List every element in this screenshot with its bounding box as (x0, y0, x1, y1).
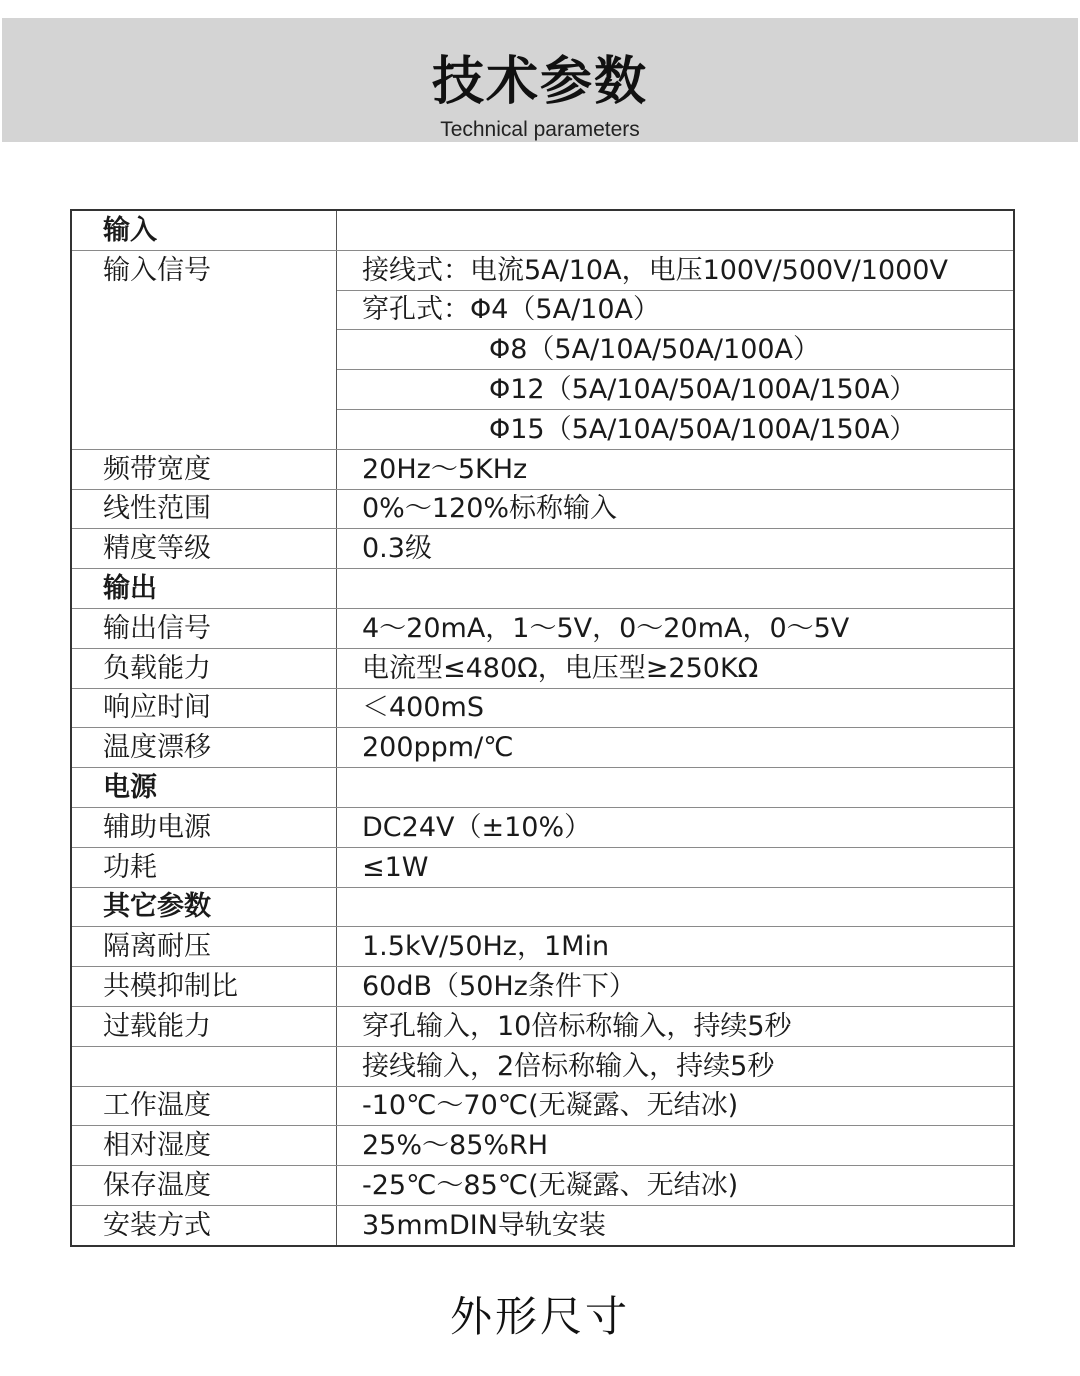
param-value: -25℃～85℃(无凝露、无结冰) (337, 1166, 1015, 1206)
param-label: 输入信号 (71, 250, 337, 290)
param-label: 输出信号 (71, 608, 337, 648)
param-label (71, 409, 337, 449)
param-value: 20Hz～5KHz (337, 449, 1015, 489)
table-section-row (71, 887, 1014, 927)
param-label: 隔离耐压 (71, 927, 337, 967)
param-label: 功耗 (71, 847, 337, 887)
table-section-row (71, 569, 1014, 609)
param-label: 频带宽度 (71, 449, 337, 489)
param-label: 辅助电源 (71, 807, 337, 847)
table-row (71, 1046, 1014, 1086)
param-label: 线性范围 (71, 489, 337, 529)
param-value: ＜400mS (337, 688, 1015, 728)
param-value: 0.3级 (337, 529, 1015, 569)
param-label: 工作温度 (71, 1086, 337, 1126)
table-row (71, 529, 1014, 569)
param-value: -10℃～70℃(无凝露、无结冰) (337, 1086, 1015, 1126)
table-row (71, 688, 1014, 728)
param-value: 35mmDIN导轨安装 (362, 1209, 606, 1241)
param-label: 负载能力 (71, 648, 337, 688)
table-row (71, 370, 1014, 410)
param-label: 安装方式 (71, 1205, 337, 1245)
param-label (71, 370, 337, 410)
param-value: 0%～120%标称输入 (337, 489, 1015, 529)
param-value (337, 887, 1015, 927)
section-label: 电源 (71, 768, 337, 808)
param-value: 60dB（50Hz条件下） (337, 967, 1015, 1007)
table-row (71, 449, 1014, 489)
table-row (71, 1126, 1014, 1166)
section-label: 输出 (71, 569, 337, 609)
param-value: 穿孔输入，10倍标称输入，持续5秒 (337, 1006, 1015, 1046)
param-value: DC24V（±10%） (337, 807, 1015, 847)
header-banner (2, 18, 1078, 142)
dimensions-heading: 外形尺寸 (449, 1292, 630, 1341)
param-label: 共模抑制比 (71, 967, 337, 1007)
table-row (71, 489, 1014, 529)
table-row (71, 1205, 1014, 1245)
param-label: 过载能力 (71, 1006, 337, 1046)
table-row (71, 1006, 1014, 1046)
param-value (337, 569, 1015, 609)
param-label: 温度漂移 (71, 728, 337, 768)
spec-table (70, 209, 1015, 1247)
param-value: ≤1W (337, 847, 1015, 887)
param-value (337, 210, 1015, 250)
param-label (71, 1046, 337, 1086)
table-row (71, 409, 1014, 449)
param-value: 穿孔式：Φ4（5A/10A） (337, 290, 1015, 330)
param-label (71, 330, 337, 370)
param-label: 精度等级 (71, 529, 337, 569)
page-subtitle: Technical parameters (440, 118, 640, 141)
table-row (71, 807, 1014, 847)
table-row (71, 330, 1014, 370)
table-row (71, 1086, 1014, 1126)
page-title: 技术参数 (431, 52, 648, 112)
param-value: Φ8（5A/10A/50A/100A） (337, 330, 1015, 370)
param-value: 4～20mA，1～5V，0～20mA，0～5V (337, 608, 1015, 648)
param-value (337, 768, 1015, 808)
param-value: 电流型≤480Ω，电压型≥250KΩ (337, 648, 1015, 688)
table-row (71, 648, 1014, 688)
section-label: 其它参数 (71, 887, 337, 927)
param-value: 1.5kV/50Hz，1Min (337, 927, 1015, 967)
section-label: 输入 (71, 210, 337, 250)
param-label: 保存温度 (71, 1166, 337, 1206)
param-value: 接线输入，2倍标称输入，持续5秒 (337, 1046, 1015, 1086)
table-row (71, 290, 1014, 330)
param-value: 接线式：电流5A/10A，电压100V/500V/1000V (337, 250, 1015, 290)
table-row (71, 927, 1014, 967)
table-row (71, 1166, 1014, 1206)
spec-table-body (71, 210, 1014, 1246)
param-value: 25%～85%RH (337, 1126, 1015, 1166)
table-row (71, 608, 1014, 648)
table-row (71, 967, 1014, 1007)
param-label: 响应时间 (71, 688, 337, 728)
table-row (71, 250, 1014, 290)
table-section-row (71, 768, 1014, 808)
param-value: Φ12（5A/10A/50A/100A/150A） (337, 370, 1015, 410)
table-row (71, 728, 1014, 768)
param-label (71, 290, 337, 330)
param-label: 相对湿度 (71, 1126, 337, 1166)
param-value: Φ15（5A/10A/50A/100A/150A） (337, 409, 1015, 449)
table-row (71, 847, 1014, 887)
param-value: 200ppm/℃ (337, 728, 1015, 768)
table-section-row (71, 210, 1014, 250)
